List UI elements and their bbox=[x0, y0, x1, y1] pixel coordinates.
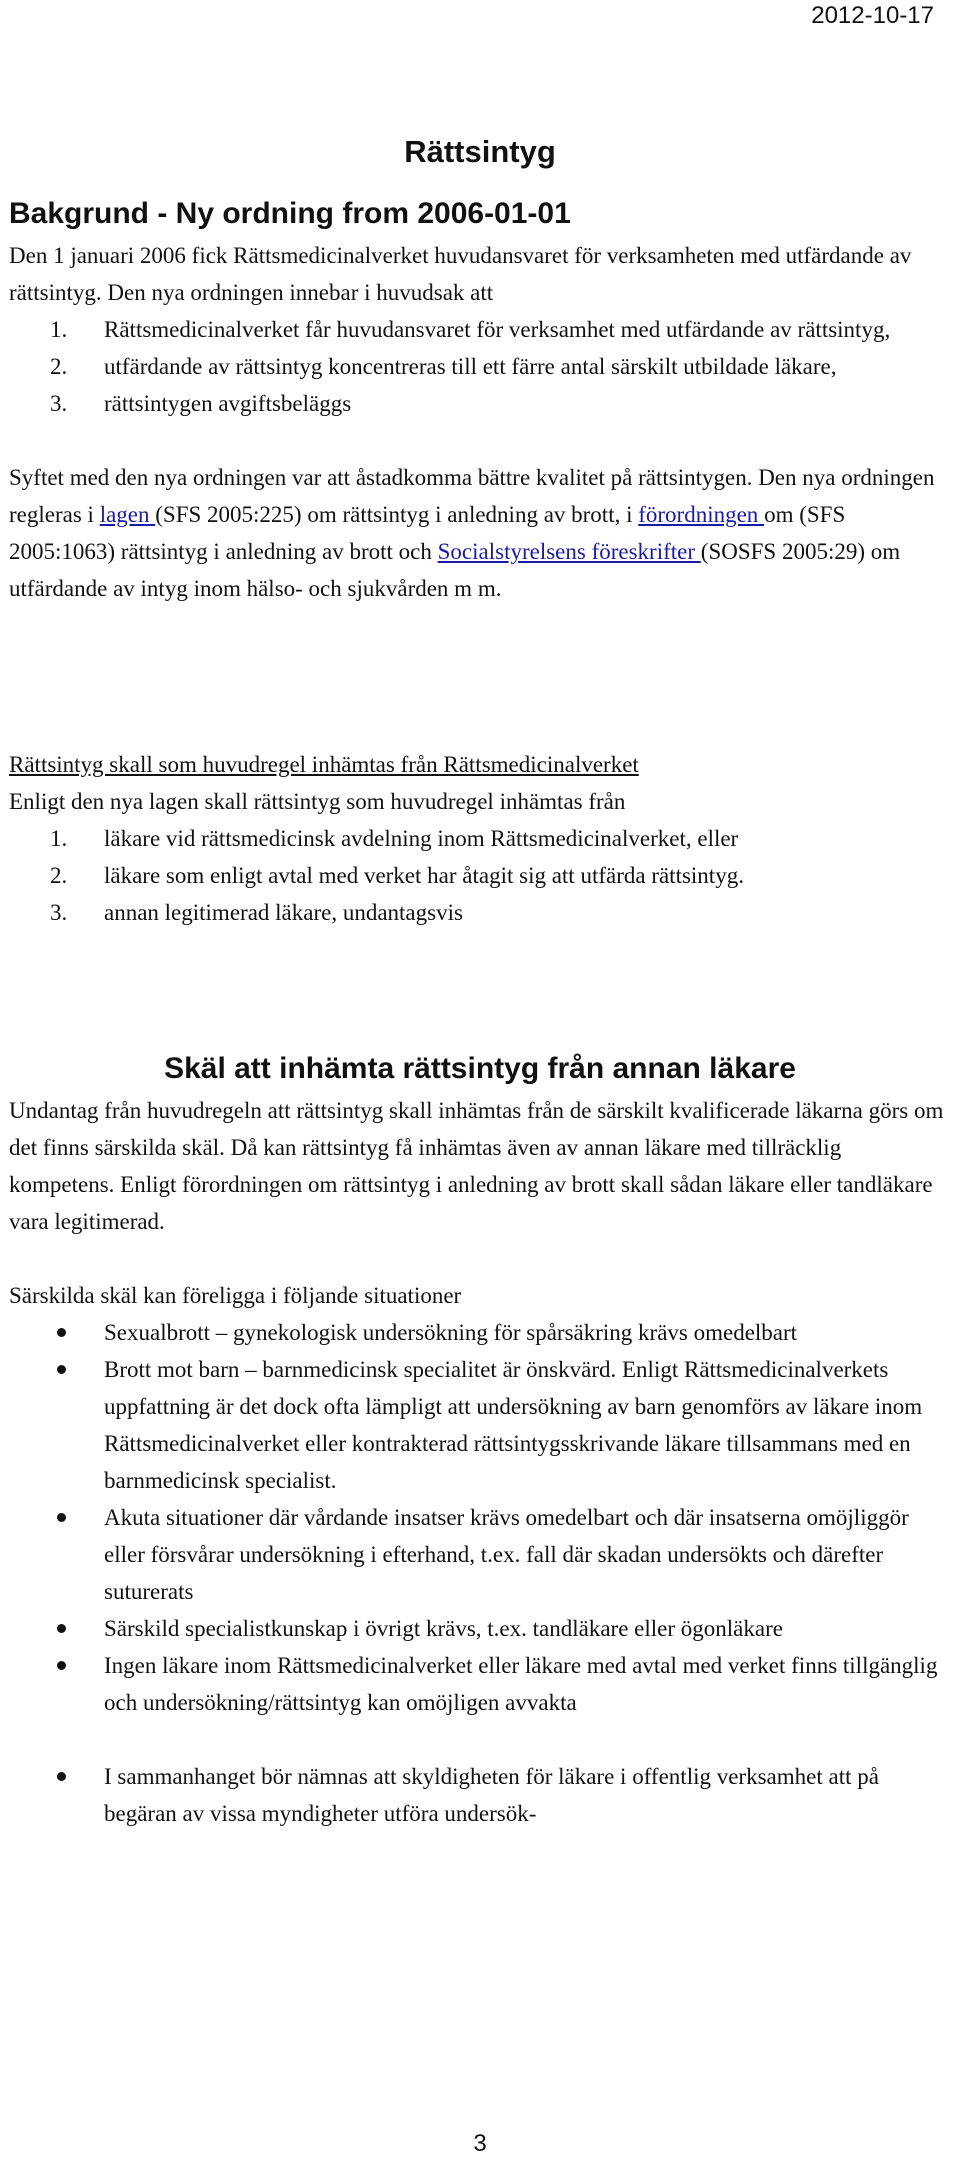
list-item: Särskild specialistkunskap i övrigt krävs, t.ex. tandläkare eller ögonläkare bbox=[9, 1610, 951, 1647]
section-background bbox=[9, 237, 951, 607]
list-item: 3. rättsintygen avgiftsbeläggs bbox=[50, 391, 352, 416]
bullet-icon bbox=[57, 1661, 66, 1670]
list-item: 2. utfärdande av rättsintyg koncentreras till ett färre antal särskilt utbildade läkare, bbox=[50, 354, 837, 379]
list-item: 1. läkare vid rättsmedicinsk avdelning inom Rättsmedicinalverket, eller bbox=[50, 826, 739, 851]
list-item: Brott mot barn – barnmedicinsk specialitet är önskvärd. Enligt Rättsmedicinalverkets uppfattning är det dock ofta lämpligt att undersökning av barn genomförs av läkare inom Rättsmedicinalverket eller kontrakterad rättsintygsskrivande läkare tillsammans med en barnmedicinsk specialist. bbox=[9, 1351, 951, 1499]
bullet-icon bbox=[57, 1365, 66, 1374]
header-date: 2012-10-17 bbox=[811, 2, 934, 29]
bullet-icon bbox=[57, 1328, 66, 1337]
change-list bbox=[9, 311, 951, 422]
main-rule-intro: Enligt den nya lagen skall rättsintyg som huvudregel inhämtas från bbox=[9, 789, 626, 814]
section-other-doctor bbox=[9, 1092, 951, 1832]
exception-paragraph: Undantag från huvudregeln att rättsintyg skall inhämtas från de särskilt kvalificerade läkarna görs om det finns särskilda skäl. Då kan rättsintyg få inhämtas även av annan läkare med tillräcklig kompetens. Enligt förordningen om rättsintyg i anledning av brott skall sådan läkare eller tandläkare vara legitimerad. bbox=[9, 1098, 944, 1234]
list-item: 3. annan legitimerad läkare, undantagsvis bbox=[50, 900, 463, 925]
list-item: I sammanhanget bör nämnas att skyldigheten för läkare i offentlig verksamhet att på begäran av vissa myndigheter utföra undersök- bbox=[9, 1758, 951, 1832]
bullet-icon bbox=[57, 1624, 66, 1633]
page-title: Rättsintyg bbox=[404, 134, 556, 169]
intro-paragraph: Den 1 januari 2006 fick Rättsmedicinalverket huvudansvaret för verksamheten med utfärdande av rättsintyg. Den nya ordningen innebar i huvudsak att bbox=[9, 243, 912, 305]
bullet-icon bbox=[57, 1772, 66, 1781]
bullet-icon bbox=[57, 1513, 66, 1522]
list-item: Akuta situationer där vårdande insatser krävs omedelbart och där insatserna omöjliggör eller försvårar undersökning i efterhand, t.ex. fall där skadan undersökts och därefter suturerats bbox=[9, 1499, 951, 1610]
section-main-rule bbox=[9, 746, 951, 931]
section-heading-other-doctor: Skäl att inhämta rättsintyg från annan läkare bbox=[164, 1052, 796, 1085]
purpose-paragraph: Syftet med den nya ordningen var att åstadkomma bättre kvalitet på rättsintygen. Den nya ordningen regleras i lagen (SFS 2005:225) om rättsintyg i anledning av brott, i förordningen om (SFS 2005:1063) rättsintyg i anledning av brott och Socialstyrelsens föreskrifter (SOSFS 2005:29) om utfärdande av intyg inom hälso- och sjukvården m m. bbox=[9, 465, 935, 601]
section-heading-background: Bakgrund - Ny ordning from 2006-01-01 bbox=[9, 197, 571, 230]
main-rule-list bbox=[9, 820, 951, 931]
page-number: 3 bbox=[473, 2130, 487, 2157]
link-socialstyrelsens-foreskrifter[interactable]: Socialstyrelsens föreskrifter bbox=[437, 539, 701, 564]
list-intro: Särskilda skäl kan föreligga i följande situationer bbox=[9, 1283, 462, 1308]
list-item: 1. Rättsmedicinalverket får huvudansvaret för verksamhet med utfärdande av rättsintyg, bbox=[50, 317, 891, 342]
list-item: Sexualbrott – gynekologisk undersökning för spårsäkring krävs omedelbart bbox=[9, 1314, 951, 1351]
list-item: 2. läkare som enligt avtal med verket har åtagit sig att utfärda rättsintyg. bbox=[50, 863, 744, 888]
link-lagen[interactable]: lagen bbox=[99, 502, 156, 527]
link-forordningen[interactable]: förordningen bbox=[638, 502, 765, 527]
situations-list bbox=[9, 1314, 951, 1832]
list-item: Ingen läkare inom Rättsmedicinalverket eller läkare med avtal med verket finns tillgänglig och undersökning/rättsintyg kan omöjligen avvakta bbox=[9, 1647, 951, 1721]
underlined-heading: Rättsintyg skall som huvudregel inhämtas från Rättsmedicinalverket bbox=[9, 752, 639, 777]
